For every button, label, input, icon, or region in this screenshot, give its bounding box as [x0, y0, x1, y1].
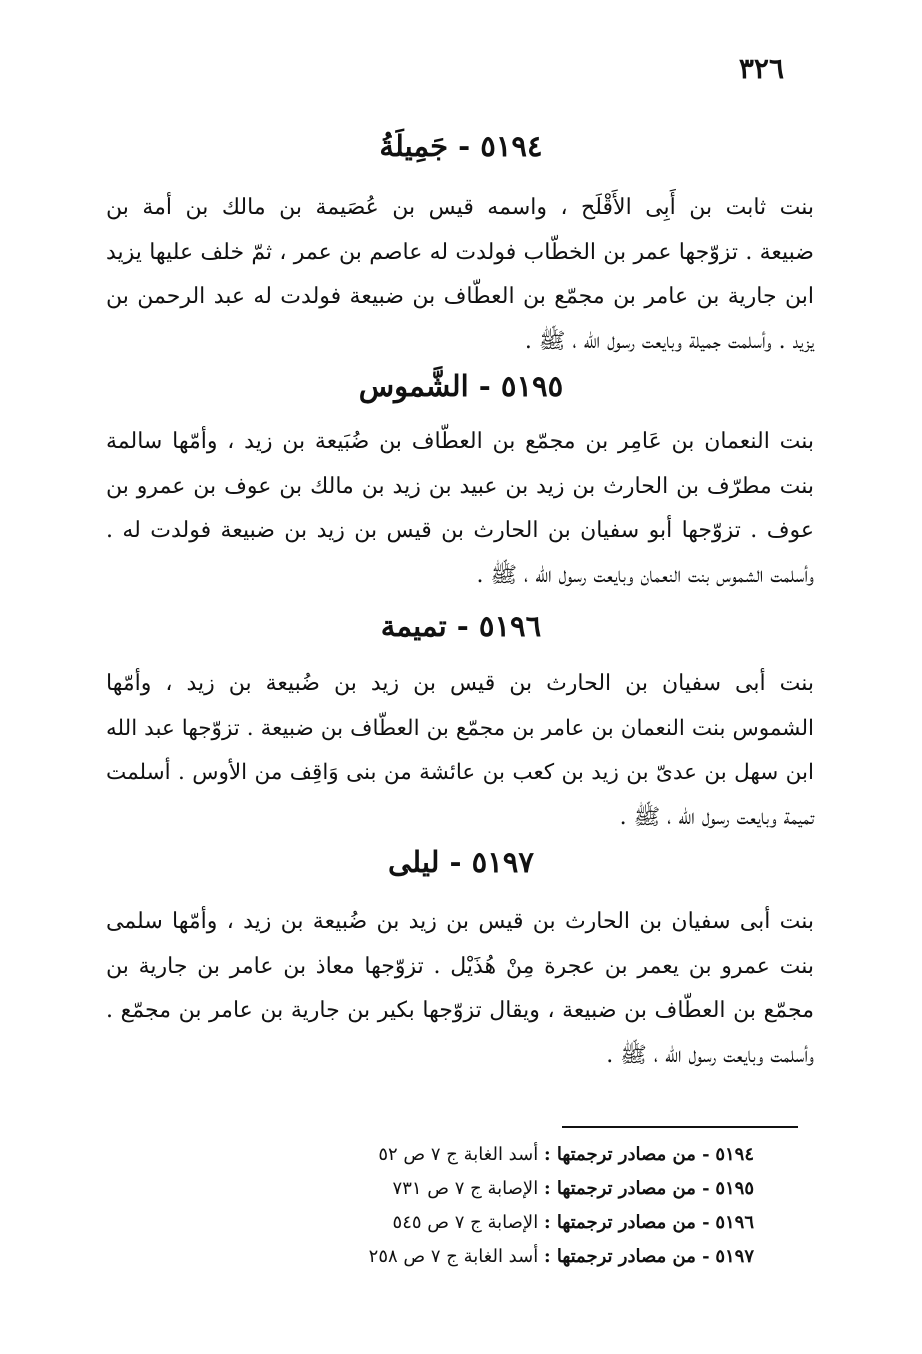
paragraph-line: ضبيعة . تزوّجها عمر بن الخطّاب فولدت له عاصم بن عمر ، ثمّ خلف عليها يزيد	[106, 239, 814, 265]
footnote-label: - من مصادر ترجمتها :	[543, 1144, 710, 1165]
footnote-number: ٥١٩٦	[715, 1212, 754, 1233]
footnote-source: أسد الغابة ج ٧ ص ٥٢	[378, 1144, 539, 1165]
paragraph-line: مجمّع بن العطّاف بن ضبيعة ، ويقال تزوّجها بكير بن جارية بن عامر بن مجمّع .	[106, 998, 814, 1023]
entry-paragraph	[106, 420, 814, 598]
paragraph-line: بنت أبى سفيان بن الحارث بن قيس بن زيد بن ضُبيعة بن زيد ، وأمّها	[106, 671, 814, 696]
paragraph-line: بنت ثابت بن أَبِى الأَقْلَح ، واسمه قيس بن عُصَيمة بن مالك بن أمة بن	[106, 195, 814, 220]
paragraph-line: ابن جارية بن عامر بن مجمّع بن العطّاف بن ضبيعة فولدت له عبد الرحمن بن	[106, 284, 814, 309]
paragraph-line: تميمة وبايعت رسول الله ، ﷺ .	[619, 804, 814, 830]
footnote-number: ٥١٩٧	[715, 1246, 754, 1267]
entry-paragraph	[106, 186, 814, 364]
paragraph-line: بنت أبى سفيان بن الحارث بن قيس بن زيد بن ضُبيعة بن زيد ، وأمّها سلمى	[106, 909, 814, 934]
footnote-label: - من مصادر ترجمتها :	[543, 1212, 710, 1233]
footnotes	[369, 1138, 754, 1274]
footnote-item	[369, 1172, 754, 1206]
footnote-item	[369, 1240, 754, 1274]
paragraph-line: بنت النعمان بن عَامِر بن مجمّع بن العطّاف بن ضُبَيعة بن زيد ، وأمّها سالمة	[106, 429, 814, 454]
entry-heading: ٥١٩٥ - الشَّموس	[358, 369, 564, 403]
paragraph-line: بنت مطرّف بن الحارث بن زيد بن عبيد بن زيد بن مالك بن عوف بن عمرو بن	[106, 473, 814, 499]
paragraph-line: يزيد . وأسلمت جميلة وبايعت رسول الله ، ﷺ .	[524, 328, 814, 354]
entry-heading: ٥١٩٧ - ليلى	[388, 845, 534, 879]
footnote-item	[369, 1138, 754, 1172]
footnote-number: ٥١٩٤	[715, 1144, 754, 1165]
entry-paragraph	[106, 662, 814, 840]
paragraph-line: الشموس بنت النعمان بن عامر بن مجمّع بن العطّاف بن ضبيعة . تزوّجها عبد الله	[106, 715, 814, 741]
footnote-divider	[562, 1126, 798, 1128]
paragraph-line: بنت عمرو بن يعمر بن عجرة مِنْ هُذَيْل . تزوّجها معاذ بن عامر بن جارية بن	[106, 953, 814, 979]
paragraph-line: وأسلمت الشموس بنت النعمان وبايعت رسول الله ، ﷺ .	[476, 562, 814, 588]
footnote-label: - من مصادر ترجمتها :	[543, 1178, 710, 1199]
footnote-number: ٥١٩٥	[715, 1178, 754, 1199]
footnote-source: الإصابة ج ٧ ص ٧٣١	[392, 1178, 539, 1199]
footnote-source: الإصابة ج ٧ ص ٥٤٥	[392, 1212, 539, 1233]
footnote-source: أسد الغابة ج ٧ ص ٢٥٨	[368, 1246, 539, 1267]
paragraph-line: ابن سهل بن عدىّ بن زيد بن كعب بن عائشة من بنى وَاقِف من الأوس . أسلمت	[106, 760, 814, 785]
footnote-label: - من مصادر ترجمتها :	[543, 1246, 710, 1267]
page-number: ٣٢٦	[738, 52, 784, 85]
paragraph-line: وأسلمت وبايعت رسول الله ، ﷺ .	[606, 1042, 814, 1068]
paragraph-line: عوف . تزوّجها أبو سفيان بن الحارث بن قيس بن زيد بن ضبيعة فولدت له .	[106, 518, 814, 543]
entry-heading: ٥١٩٤ - جَمِيلَةُ	[379, 129, 543, 163]
footnote-item	[369, 1206, 754, 1240]
entry-paragraph	[106, 900, 814, 1078]
entry-heading: ٥١٩٦ - تميمة	[380, 609, 542, 643]
